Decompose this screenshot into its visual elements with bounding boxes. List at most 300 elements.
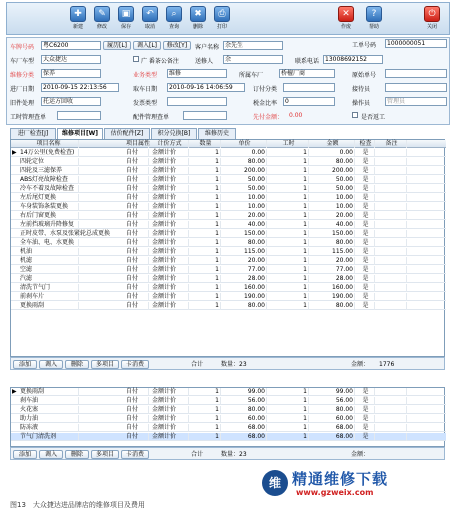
grid-cell: 1 <box>269 194 309 202</box>
grid-cell: 1 <box>191 266 221 274</box>
grid-cell: 金额计价 <box>151 158 189 166</box>
grid-cell: 14万公里(免费检查) <box>19 149 79 157</box>
grid-cell: 160.00 <box>223 284 267 292</box>
grid-cell: 1 <box>269 212 309 220</box>
grid-cell: 1 <box>269 293 309 301</box>
toolbar-close-button[interactable]: ⏻ 关闭 <box>421 6 443 32</box>
search-icon: ⌕ <box>166 6 182 22</box>
tab-repair-items[interactable]: 维修项目[W] <box>57 128 103 139</box>
tab-inspection[interactable]: 进厂检查[J] <box>10 128 56 139</box>
add-button[interactable]: 添加 <box>13 450 37 459</box>
toolbar-help-button[interactable]: ? 帮助 <box>363 6 385 32</box>
grid-cell: 1 <box>269 221 309 229</box>
column-header[interactable]: 工时 <box>269 140 309 148</box>
pay-label: 订付分类 <box>253 86 278 93</box>
grid-cell: 金额计价 <box>151 230 189 238</box>
grid-cell: 是 <box>357 284 375 292</box>
grid-cell: 20.00 <box>223 212 267 220</box>
grid-cell: 50.00 <box>311 176 355 184</box>
grid-cell: 1 <box>269 230 309 238</box>
model-label: 车厂车型 <box>10 58 35 65</box>
grid-cell: 1 <box>191 406 221 414</box>
grid-cell: 自付 <box>125 212 149 220</box>
grid-cell: 1 <box>191 185 221 193</box>
grid-cell: 金额计价 <box>151 221 189 229</box>
tax-label: 税金比率 <box>253 100 278 107</box>
grid-cell: 是 <box>357 248 375 256</box>
pay-select[interactable] <box>283 83 335 92</box>
amount-total: 1776 <box>379 361 395 368</box>
grid-cell: 金额计价 <box>151 212 189 220</box>
grid-cell: 1 <box>191 302 221 310</box>
table-row[interactable] <box>11 203 446 211</box>
parts-select[interactable]: 托运方回收 <box>41 97 101 106</box>
watermark-title: 精通维修下载 <box>292 470 389 488</box>
grid-cell: 1 <box>191 158 221 166</box>
table-row[interactable] <box>11 397 446 405</box>
grid-cell: 1 <box>269 397 309 405</box>
enter-label: 进厂日期 <box>10 86 35 93</box>
grid-cell: 更换雨刮 <box>19 388 79 396</box>
grid-cell <box>377 266 407 274</box>
grid-cell: 1 <box>269 158 309 166</box>
total-label: 合计 <box>191 361 204 368</box>
grid-cell: 是 <box>357 302 375 310</box>
toolbar-search-button[interactable]: ⌕ 查询 <box>163 6 185 32</box>
grid-cell: 1 <box>191 194 221 202</box>
invoice-select[interactable] <box>167 97 227 106</box>
grid-cell: 金额计价 <box>151 388 189 396</box>
grid-cell <box>377 203 407 211</box>
grid-cell: 自付 <box>125 239 149 247</box>
table-row[interactable] <box>11 406 446 414</box>
row-pointer-icon: ▶ <box>12 149 17 156</box>
grid-cell: 全车油、电、水更换 <box>19 239 79 247</box>
grid-cell: 56.00 <box>311 397 355 405</box>
plate-input[interactable]: 粤C6200 <box>41 41 101 50</box>
grid-cell: 是 <box>357 415 375 423</box>
grid-cell: 10.00 <box>223 203 267 211</box>
grid-cell: 99.00 <box>311 388 355 396</box>
grid-cell: 200.00 <box>223 167 267 175</box>
toolbar-save-button[interactable]: ▣ 保存 <box>115 6 137 32</box>
table-row[interactable] <box>11 275 446 283</box>
receptionist-select[interactable] <box>385 83 447 92</box>
grid-cell: 自付 <box>125 158 149 166</box>
grid-cell: 56.00 <box>223 397 267 405</box>
new-icon: ✚ <box>70 6 86 22</box>
grid-cell: 自付 <box>125 194 149 202</box>
column-header[interactable]: 项目名称 <box>19 140 79 148</box>
history-button[interactable]: 履历[L] <box>103 41 131 50</box>
grid-cell: 机滤 <box>19 257 79 265</box>
grid-cell: 1 <box>191 397 221 405</box>
grid-cell: 是 <box>357 212 375 220</box>
add-button[interactable]: 添加 <box>13 360 37 369</box>
work-no-input[interactable]: 1000000051 <box>385 39 447 48</box>
grid-cell: 1 <box>191 176 221 184</box>
grid-cell: 是 <box>357 275 375 283</box>
amount-label: 金额： <box>351 361 370 368</box>
tab-history[interactable]: 维修历史 <box>198 128 236 139</box>
toolbar-edit-button[interactable]: ✎ 修改 <box>91 6 113 32</box>
grid-cell: 80.00 <box>311 158 355 166</box>
grid-cell: 金额计价 <box>151 149 189 157</box>
grid-cell <box>377 239 407 247</box>
delete-button[interactable]: 删除 <box>65 450 89 459</box>
grid-cell: 自付 <box>125 302 149 310</box>
grid-cell: 68.00 <box>223 424 267 432</box>
toolbar-new-button[interactable]: ✚ 新建 <box>67 6 89 32</box>
save-icon: ▣ <box>118 6 134 22</box>
table-row[interactable] <box>11 284 446 292</box>
grid-cell: 金额计价 <box>151 424 189 432</box>
grid-cell: 自付 <box>125 230 149 238</box>
dept-input[interactable]: 桥檀厂商 <box>279 69 335 78</box>
grid-cell: 金额计价 <box>151 284 189 292</box>
grid-cell: 80.00 <box>223 406 267 414</box>
print-icon: ⎙ <box>214 6 230 22</box>
grid-cell: 防冻液 <box>19 424 79 432</box>
grid-cell: 自付 <box>125 284 149 292</box>
grid-cell: 1 <box>191 167 221 175</box>
grid-cell: 自付 <box>125 257 149 265</box>
grid-cell: 1 <box>269 248 309 256</box>
grid-cell <box>377 397 407 405</box>
toolbar <box>6 2 450 35</box>
quantity-total: 数量：23 <box>221 451 247 458</box>
grid-cell: 0.00 <box>311 149 355 157</box>
column-header[interactable]: 备注 <box>377 140 407 148</box>
grid-cell: 四轮及三滤保养 <box>19 167 79 175</box>
grid-cell: 左前挡玻璃升降修复 <box>19 221 79 229</box>
table-row[interactable] <box>11 248 446 256</box>
grid-cell: 是 <box>357 388 375 396</box>
grid-cell: 1 <box>191 424 221 432</box>
table-row[interactable] <box>11 221 446 229</box>
grid-cell: 右后门窗更换 <box>19 212 79 220</box>
edit-icon: ✎ <box>94 6 110 22</box>
grid-cell: 节气门清洗剂 <box>19 433 79 441</box>
table-row[interactable] <box>11 302 446 310</box>
watermark-url: www.gzweix.com <box>296 488 374 497</box>
labor-manager-select[interactable] <box>57 111 101 120</box>
grid2-footer <box>10 447 445 460</box>
pick-label: 取车日期 <box>133 86 158 93</box>
grid-cell: 10.00 <box>311 203 355 211</box>
toolbar-cancel-button[interactable]: ↶ 取消 <box>139 6 161 32</box>
help-icon: ? <box>366 6 382 22</box>
grid-cell: 是 <box>357 293 375 301</box>
modify-button[interactable]: 修改[Y] <box>163 41 191 50</box>
grid-cell: 助力油 <box>19 415 79 423</box>
grid-cell: 1 <box>191 149 221 157</box>
grid-cell <box>377 230 407 238</box>
operator-input: 管理员 <box>385 97 447 106</box>
grid-cell <box>377 176 407 184</box>
grid-cell: 自付 <box>125 167 149 175</box>
grid-cell: 80.00 <box>223 158 267 166</box>
site-logo: 维 <box>262 470 288 496</box>
table-row[interactable] <box>11 185 446 193</box>
grid-cell: 115.00 <box>223 248 267 256</box>
enter-date-input[interactable]: 2010-09-15 22:13:56 <box>41 83 119 92</box>
table-row[interactable] <box>11 167 446 175</box>
tab-points[interactable]: 积分兑换[B] <box>151 128 197 139</box>
grid-cell: 自付 <box>125 176 149 184</box>
grid-cell: 是 <box>357 433 375 441</box>
grid-cell: 1 <box>269 433 309 441</box>
grid-cell: 77.00 <box>311 266 355 274</box>
tax-input[interactable]: 0 <box>283 97 335 106</box>
toolbar-delete-button[interactable]: ✖ 删除 <box>187 6 209 32</box>
grid-cell: 空滤 <box>19 266 79 274</box>
grid-cell: 是 <box>357 176 375 184</box>
business-select[interactable]: 维修 <box>167 69 227 78</box>
grid-cell <box>377 185 407 193</box>
table-row[interactable] <box>11 388 446 396</box>
grid-cell: 是 <box>357 203 375 211</box>
column-header[interactable]: 数量 <box>191 140 221 148</box>
business-label: 业务类型 <box>133 72 158 79</box>
grid-cell: 190.00 <box>311 293 355 301</box>
pick-date-input[interactable]: 2010-09-16 14:06:59 <box>167 83 245 92</box>
row-pointer-icon: ▶ <box>12 388 17 395</box>
plan-label: 原始单号 <box>352 72 377 79</box>
grid-cell: 20.00 <box>311 212 355 220</box>
card-consume-button[interactable]: 卡消费 <box>121 360 149 369</box>
grid-cell: 金额计价 <box>151 302 189 310</box>
grid-cell: 50.00 <box>311 185 355 193</box>
table-row[interactable] <box>11 433 446 441</box>
phone-input[interactable]: 13008692152 <box>323 55 383 64</box>
grid-cell <box>377 406 407 414</box>
figure-caption: 图13 大众捷达进品牌店的维修项目及费用 <box>10 501 145 509</box>
model-input[interactable]: 大众捷达 <box>41 55 101 64</box>
grid-cell: 1 <box>191 293 221 301</box>
table-row[interactable] <box>11 239 446 247</box>
amount-label: 金额： <box>351 451 370 458</box>
grid-cell: 28.00 <box>311 275 355 283</box>
grid-cell: 是 <box>357 257 375 265</box>
grid-cell <box>377 158 407 166</box>
import-items-button[interactable]: 调入 <box>39 360 63 369</box>
table-row[interactable] <box>11 176 446 184</box>
grid-cell: 金额计价 <box>151 406 189 414</box>
watermark <box>262 468 452 500</box>
grid-cell: 1 <box>191 230 221 238</box>
grid-cell: 50.00 <box>223 176 267 184</box>
grid-cell: 80.00 <box>223 239 267 247</box>
grid-cell: 60.00 <box>311 415 355 423</box>
grid-cell: 是 <box>357 167 375 175</box>
repair-type-label: 维修分类 <box>10 72 35 79</box>
table-row[interactable] <box>11 149 446 157</box>
operator-label: 操作员 <box>352 100 371 107</box>
grid-cell: 自付 <box>125 388 149 396</box>
grid-cell: 是 <box>357 406 375 414</box>
table-row[interactable] <box>11 212 446 220</box>
table-row[interactable] <box>11 266 446 274</box>
grid-cell: 左后尾灯更换 <box>19 194 79 202</box>
grid-cell: 金额计价 <box>151 167 189 175</box>
grid-cell: 自付 <box>125 275 149 283</box>
grid-cell: 150.00 <box>311 230 355 238</box>
phone-label: 联系电话 <box>295 58 320 65</box>
grid-cell: 1 <box>269 257 309 265</box>
grid-cell: 自付 <box>125 424 149 432</box>
grid-cell <box>377 284 407 292</box>
grid-cell: 1 <box>191 203 221 211</box>
grid-cell: 1 <box>269 149 309 157</box>
receptionist-label: 接待员 <box>352 86 371 93</box>
sender-input[interactable]: 余 <box>223 55 283 64</box>
grid-cell: 1 <box>269 185 309 193</box>
grid-cell: 金额计价 <box>151 293 189 301</box>
table-row[interactable] <box>11 158 446 166</box>
grid-cell <box>377 212 407 220</box>
grid-cell <box>377 415 407 423</box>
table-row[interactable] <box>11 194 446 202</box>
order-form <box>6 37 450 125</box>
grid-cell: 1 <box>269 239 309 247</box>
grid-cell: 28.00 <box>223 275 267 283</box>
grid-cell: 1 <box>269 302 309 310</box>
rework-label: 是否返工 <box>361 114 386 121</box>
parts-manager-select[interactable] <box>183 111 227 120</box>
invoice-label: 发票类型 <box>133 100 158 107</box>
column-header[interactable]: 金额 <box>311 140 355 148</box>
grid-cell: 1 <box>269 167 309 175</box>
rework-checkbox[interactable] <box>352 112 358 118</box>
toolbar-print-button[interactable]: ⎙ 打印 <box>211 6 233 32</box>
grid-cell: 自付 <box>125 221 149 229</box>
grid-cell: 200.00 <box>311 167 355 175</box>
grid-cell: 金额计价 <box>151 257 189 265</box>
close-icon: ⏻ <box>424 6 440 22</box>
grid-cell: 金额计价 <box>151 185 189 193</box>
grid-cell: 115.00 <box>311 248 355 256</box>
prepaid-value: 0.00 <box>289 112 303 119</box>
grid-cell: 自付 <box>125 185 149 193</box>
grid-cell: 金额计价 <box>151 176 189 184</box>
grid-cell: 1 <box>269 415 309 423</box>
grid-cell: 是 <box>357 397 375 405</box>
column-header[interactable]: 检查 <box>357 140 375 148</box>
grid-cell: 1 <box>191 284 221 292</box>
grid-cell: 金额计价 <box>151 194 189 202</box>
grid-cell: 1 <box>191 415 221 423</box>
repair-type-select[interactable]: 保养 <box>41 69 101 78</box>
grid-cell: 金额计价 <box>151 248 189 256</box>
grid-cell: 是 <box>357 424 375 432</box>
grid-cell: 10.00 <box>311 194 355 202</box>
grid-cell: 自付 <box>125 203 149 211</box>
dept-label: 所属车厂 <box>239 72 264 79</box>
grid-cell: 1 <box>269 176 309 184</box>
grid-cell: 80.00 <box>311 406 355 414</box>
items-grid-continued <box>10 387 445 447</box>
repair-items-grid <box>10 139 445 357</box>
grid-cell: 是 <box>357 221 375 229</box>
grid-cell: 1 <box>191 388 221 396</box>
grid-cell: 1 <box>191 212 221 220</box>
grid-cell: 1 <box>191 239 221 247</box>
table-row[interactable] <box>11 257 446 265</box>
import-button[interactable]: 调入[L] <box>133 41 161 50</box>
toolbar-void-button[interactable]: ✕ 作废 <box>335 6 357 32</box>
tab-estimate-parts[interactable]: 估价配件[Z] <box>104 128 150 139</box>
table-row[interactable] <box>11 415 446 423</box>
delete-button[interactable]: 删除 <box>65 360 89 369</box>
grid-cell: 77.00 <box>223 266 267 274</box>
card-consume-button[interactable]: 卡消费 <box>121 450 149 459</box>
grid-cell: 60.00 <box>223 415 267 423</box>
grid-cell: 自付 <box>125 248 149 256</box>
grid-cell: 68.00 <box>223 433 267 441</box>
grid-header-row <box>11 140 446 148</box>
grid-cell: 金额计价 <box>151 433 189 441</box>
grid-cell: 金额计价 <box>151 239 189 247</box>
grid-cell: 150.00 <box>223 230 267 238</box>
grid-cell: 刹车油 <box>19 397 79 405</box>
grid-cell: 金额计价 <box>151 397 189 405</box>
grid-cell <box>377 149 407 157</box>
column-header[interactable]: 单价 <box>223 140 267 148</box>
multi-items-button[interactable]: 多项目 <box>91 450 119 459</box>
grid-cell: 80.00 <box>223 302 267 310</box>
work-no-label: 工单号码 <box>352 42 377 49</box>
grid-cell: 自付 <box>125 149 149 157</box>
quantity-total: 数量：23 <box>221 361 247 368</box>
grid-cell: 是 <box>357 230 375 238</box>
parts-label: 旧件处理 <box>10 100 35 107</box>
grid-cell: 1 <box>191 433 221 441</box>
grid-cell: 冷车不着及故障检查 <box>19 185 79 193</box>
grid-cell: 是 <box>357 266 375 274</box>
grid-cell: 自付 <box>125 397 149 405</box>
grid-cell: 40.00 <box>223 221 267 229</box>
import-items-button[interactable]: 调入 <box>39 450 63 459</box>
grid-cell: 汽滤 <box>19 275 79 283</box>
client-input[interactable]: 余先生 <box>223 41 283 50</box>
table-row[interactable] <box>11 293 446 301</box>
grid-cell: 金额计价 <box>151 266 189 274</box>
grid-cell: 是 <box>357 194 375 202</box>
grid-cell: 1 <box>269 275 309 283</box>
table-row[interactable] <box>11 230 446 238</box>
column-header[interactable]: 项目属性 <box>126 140 151 147</box>
column-header[interactable]: 计价方式 <box>151 140 189 148</box>
grid-cell: 是 <box>357 185 375 193</box>
grid-cell: 1 <box>269 406 309 414</box>
grid-cell: 40.00 <box>311 221 355 229</box>
public-label: 广 番茶公备注 <box>141 58 179 65</box>
multi-items-button[interactable]: 多项目 <box>91 360 119 369</box>
public-checkbox[interactable] <box>133 56 139 62</box>
grid-cell: 前刹车片 <box>19 293 79 301</box>
grid-cell: 清洗节气门 <box>19 284 79 292</box>
grid-cell: 更换雨刮 <box>19 302 79 310</box>
grid-cell <box>377 248 407 256</box>
grid-cell: 99.00 <box>223 388 267 396</box>
plan-input[interactable] <box>385 69 447 78</box>
table-row[interactable] <box>11 424 446 432</box>
grid-cell: 1 <box>269 424 309 432</box>
parts-manager-label: 配件管理查单 <box>133 114 170 121</box>
grid-cell: 火花塞 <box>19 406 79 414</box>
grid-cell: 10.00 <box>223 194 267 202</box>
